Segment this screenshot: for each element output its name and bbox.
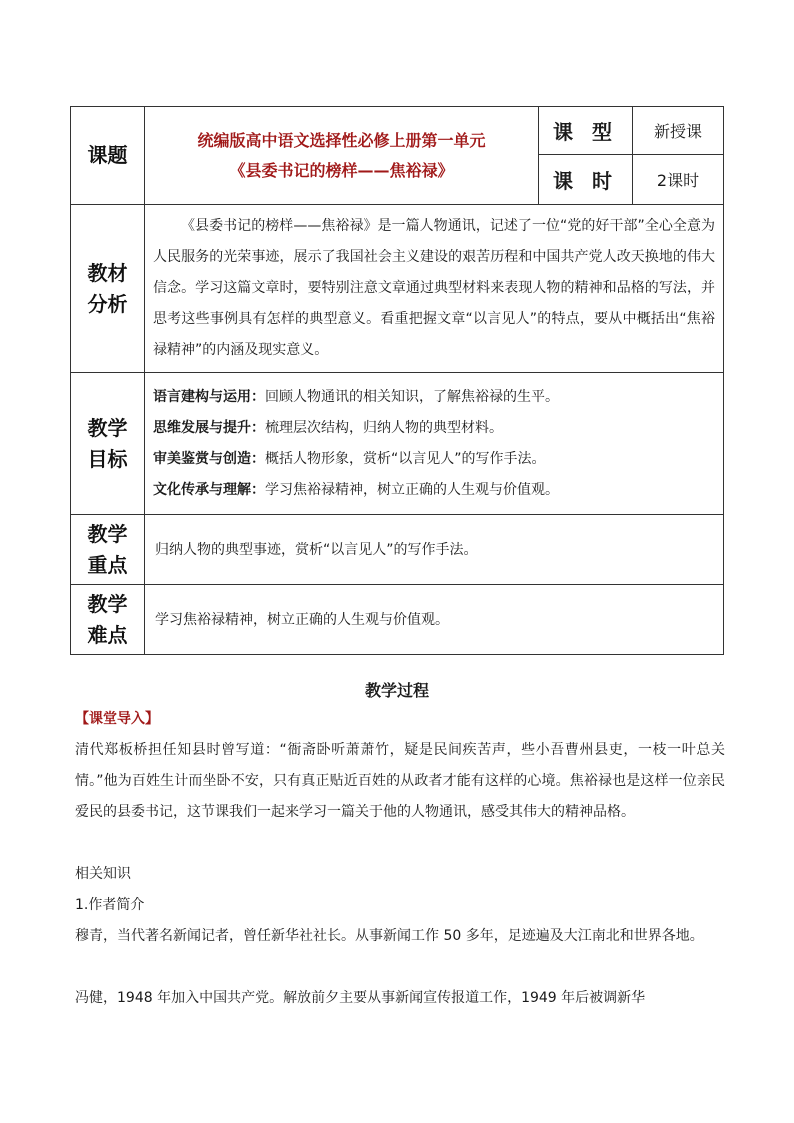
author-heading: 1.作者简介 [75, 897, 145, 913]
goal-item: 语言建构与运用：回顾人物通讯的相关知识，了解焦裕禄的生平。 [153, 388, 559, 405]
diff-label-line2: 难点 [87, 622, 128, 647]
course-title-line1: 统编版高中语文选择性必修上册第一单元 [197, 130, 486, 150]
author-paragraph-2: 冯健，1948 年加入中国共产党。解放前夕主要从事新闻宣传报道工作，1949 年后被调新华 [75, 990, 646, 1006]
goals-label-cell [71, 373, 145, 515]
course-title-line2: 《县委书记的榜样——焦裕禄》 [229, 160, 454, 180]
goal-item: 文化传承与理解：学习焦裕禄精神，树立正确的人生观与价值观。 [153, 481, 559, 498]
course-label-cell [71, 107, 145, 205]
course-title-cell [145, 107, 539, 205]
key-label-line2: 重点 [87, 552, 128, 577]
course-label: 课题 [87, 143, 128, 167]
author-paragraph-1: 穆青，当代著名新闻记者，曾任新华社社长。从事新闻工作 50 多年，足迹遍及大江南北和世界各地。 [75, 928, 704, 944]
key-points-label-cell [71, 515, 145, 585]
difficulty-label-cell [71, 585, 145, 655]
diff-label-line1: 教学 [87, 591, 128, 616]
hours-value: 2课时 [633, 155, 724, 205]
hours-label: 课 时 [539, 155, 633, 205]
related-knowledge-heading: 相关知识 [75, 866, 131, 882]
key-label-line1: 教学 [87, 521, 128, 546]
intro-text: 清代郑板桥担任知县时曾写道：“衙斋卧听萧萧竹，疑是民间疾苦声，些小吾曹州县吏，一枝一叶总关情。”他为百姓生计而坐卧不安，只有真正贴近百姓的从政者才能有这样的心境。焦裕禄也是这样一位亲民爱民的县委书记，这节课我们一起来学习一篇关于他的人物通讯，感受其伟大的精神品格。 [75, 742, 725, 820]
key-points-text: 归纳人物的典型事迹，赏析“以言见人”的写作手法。 [145, 515, 724, 585]
process-title: 教学过程 [364, 681, 429, 700]
type-value: 新授课 [633, 107, 724, 155]
intro-heading: 【课堂导入】 [75, 711, 159, 727]
analysis-text: 《县委书记的榜样——焦裕禄》是一篇人物通讯，记述了一位“党的好干部”全心全意为人民服务的光荣事迹，展示了我国社会主义建设的艰苦历程和中国共产党人改天换地的伟大信念。学习这篇文章时，要特别注意文章通过典型材料来表现人物的精神和品格的写法，并思考这些事例具有怎样的典型意义。看重把握文章“以言见人”的特点，要从中概括出“焦裕禄精神”的内涵及现实意义。 [145, 205, 724, 373]
lesson-info-table [70, 106, 724, 655]
type-label: 课 型 [539, 107, 633, 155]
difficulty-text: 学习焦裕禄精神，树立正确的人生观与价值观。 [145, 585, 724, 655]
goals-label-line2: 目标 [87, 446, 128, 471]
goals-list [145, 373, 724, 515]
goal-item: 思维发展与提升：梳理层次结构，归纳人物的典型材料。 [153, 419, 503, 436]
goal-item: 审美鉴赏与创造：概括人物形象，赏析“以言见人”的写作手法。 [153, 450, 546, 467]
analysis-label-line2: 分析 [87, 291, 128, 316]
goals-label-line1: 教学 [87, 415, 128, 440]
analysis-label-cell [71, 205, 145, 373]
analysis-label-line1: 教材 [87, 260, 128, 285]
